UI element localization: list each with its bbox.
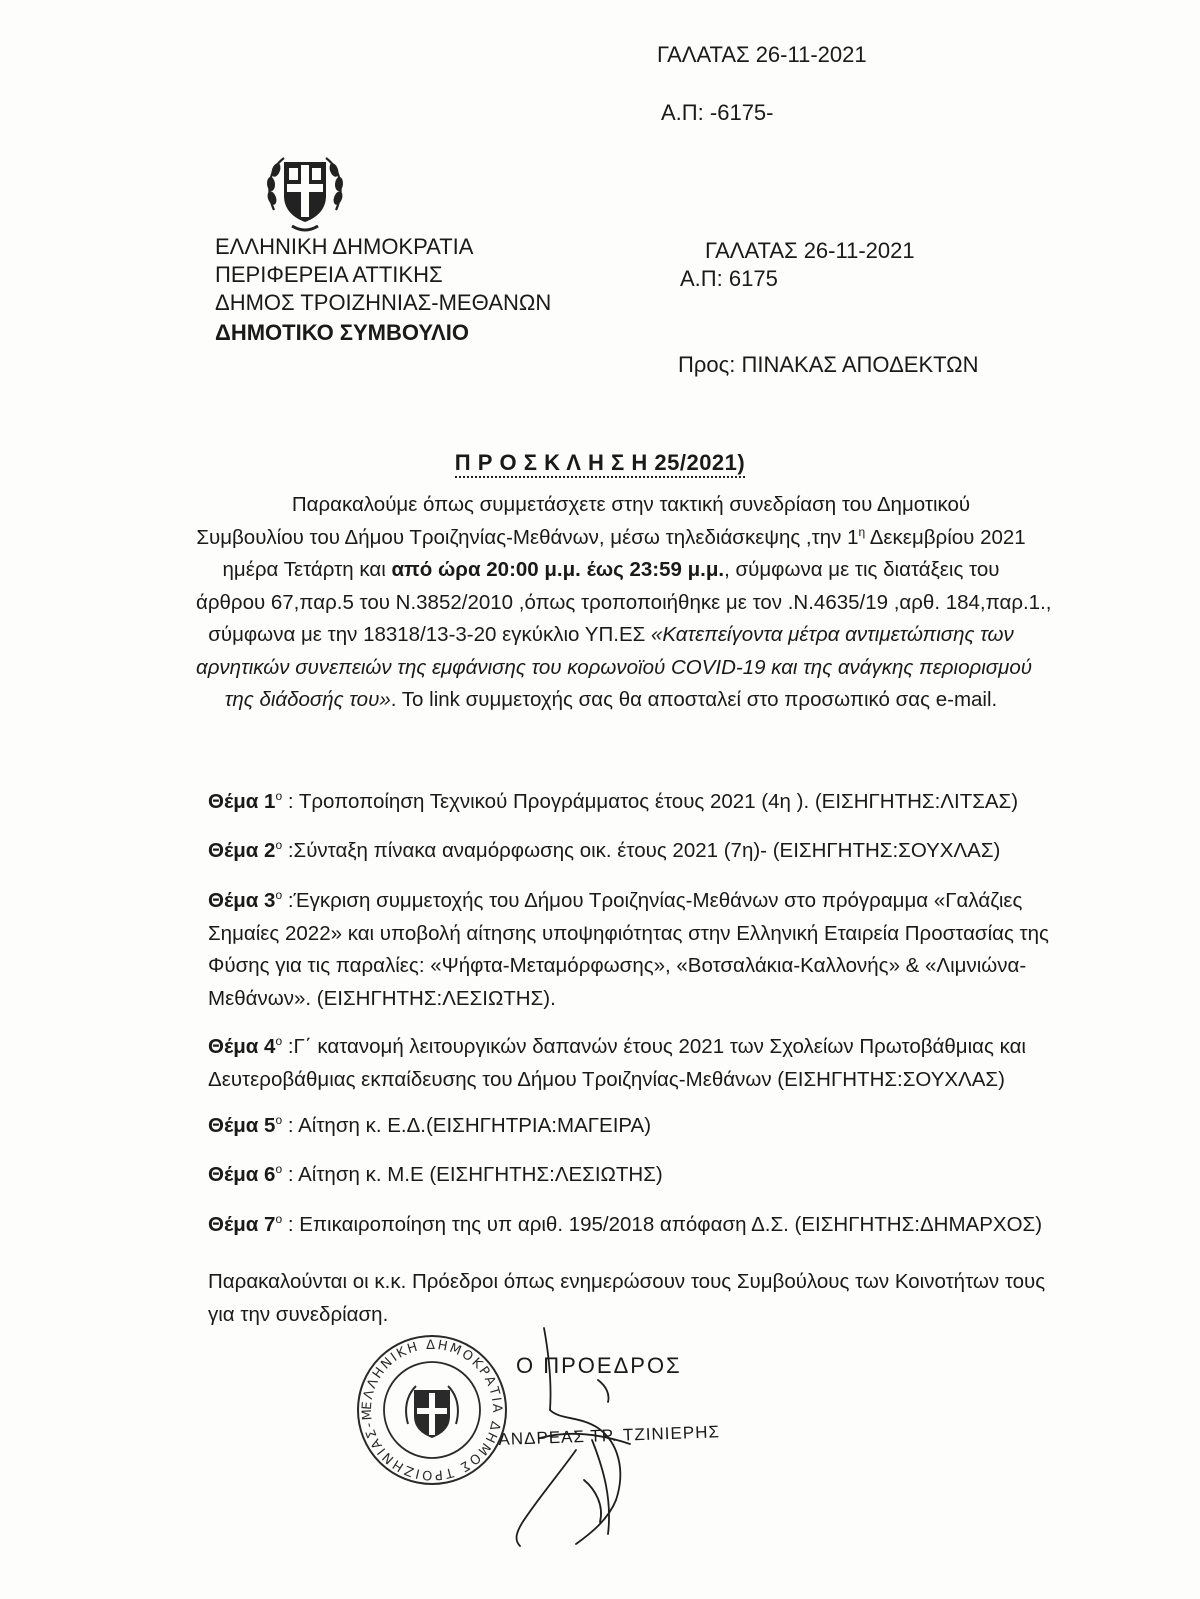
recipient-line: Προς: ΠΙΝΑΚΑΣ ΑΠΟΔΕΚΤΩΝ [678, 352, 979, 377]
signatory-name: ΑΝΔΡΕΑΣ ΤΡ. ΤΖΙΝΙΕΡΗΣ [498, 1422, 721, 1449]
body-line: Παρακαλούμε όπως συμμετάσχετε στην τακτική συνεδρίαση του Δημοτικού [291, 493, 971, 516]
closing-paragraph: Παρακαλούνται οι κ.κ. Πρόεδροι όπως ενημερώσουν τους Συμβούλους των Κοινοτήτων τους για την συνεδρίαση. [208, 1270, 1046, 1326]
invitation-paragraph [196, 489, 1052, 717]
document-title [0, 448, 1200, 477]
body-line: ημέρα Τετάρτη και από ώρα 20:00 μ.μ. έως 23:59 μ.μ., σύμφωνα με τις διατάξεις του [222, 558, 1000, 581]
meeting-time: από ώρα 20:00 μ.μ. έως 23:59 μ.μ. [391, 558, 725, 581]
title-text: Π Ρ Ο Σ Κ Λ Η Σ Η 25/2021) [455, 450, 745, 478]
coat-of-arms-icon [262, 148, 348, 234]
agenda-item-2: Θέμα $2^o$ :Σύνταξη πίνακα αναμόρφωσης οικ. έτους 2021 (7η)- (ΕΙΣΗΓΗΤΗΣ:ΣΟΥΧΛΑΣ) [208, 838, 1001, 862]
agenda-item-label: Θέμα 7 [208, 1213, 276, 1236]
agenda-item-label: Θέμα 4 [208, 1035, 276, 1058]
body-line: της διάδοσής του». Το link συμμετοχής σας θα αποσταλεί στο προσωπικό σας e-mail. [224, 688, 998, 711]
top-protocol-number: Α.Π: -6175- [661, 100, 774, 125]
agenda-item-label: Θέμα 3 [208, 889, 276, 912]
agenda-item-6: Θέμα $6^o$ : Αίτηση κ. Μ.Ε (ΕΙΣΗΓΗΤΗΣ:ΛΕΣΙΩΤΗΣ) [208, 1162, 663, 1186]
body-line: σύμφωνα με την 18318/13-3-20 εγκύκλιο ΥΠ.ΕΣ «Κατεπείγοντα μέτρα αντιμετώπισης των [208, 623, 1014, 646]
letterhead-municipality: ΔΗΜΟΣ ΤΡΟΙΖΗΝΙΑΣ-ΜΕΘΑΝΩΝ [215, 290, 552, 315]
top-date: ΓΑΛΑΤΑΣ 26-11-2021 [657, 42, 867, 67]
agenda-item-label: Θέμα 5 [208, 1114, 276, 1137]
agenda-item-4: Θέμα $4^o$ :Γ΄ κατανομή λειτουργικών δαπανών έτους 2021 των Σχολείων Πρωτοβάθμιας και Δευτεροβάθμιας εκπαίδευσης του Δήμου Τροιζηνίας-Μεθάνων (ΕΙΣΗΓΗΤΗΣ:ΣΟΥΧΛΑΣ) [208, 1034, 1026, 1091]
body-line: αρνητικών συνεπειών της εμφάνισης του κορωνοϊού COVID-19 και της ανάγκης περιορισμού [196, 655, 1033, 679]
signature-role: Ο ΠΡΟΕΔΡΟΣ [516, 1353, 682, 1378]
agenda-item-label: Θέμα 6 [208, 1163, 276, 1186]
agenda-item-7: Θέμα $7^o$ : Επικαιροποίηση της υπ αριθ. 195/2018 απόφαση Δ.Σ. (ΕΙΣΗΓΗΤΗΣ:ΔΗΜΑΡΧΟΣ) [208, 1212, 1043, 1236]
svg-text:ΕΛΛΗΝΙΚΗ ΔΗΜΟΚΡΑΤΙΑ ΔΗΜΟΣ ΤΡΟΙ: ΕΛΛΗΝΙΚΗ ΔΗΜΟΚΡΑΤΙΑ ΔΗΜΟΣ ΤΡΟΙΖΗΝΙΑΣ-Μ [359, 1337, 505, 1483]
agenda-item-3: Θέμα $3^o$ :Έγκριση συμμετοχής του Δήμου Τροιζηνίας-Μεθάνων στο πρόγραμμα «Γαλάζιες Σημαίες 2022» και υποβολή αίτησης υποψηφιότητας στην Ελληνική Εταιρεία Προστασίας της Φύσης για τις παραλίες: «Ψήφτα-Μεταμόρφωσης», «Βοτσαλάκια-Καλλονής» & «Λιμνιώνα- Μεθάνων». (ΕΙΣΗΓΗΤΗΣ:ΛΕΣΙΩΤΗΣ). [208, 888, 1049, 1010]
agenda-item-label: Θέμα 1 [208, 790, 276, 813]
right-date: ΓΑΛΑΤΑΣ 26-11-2021 [705, 238, 915, 263]
agenda-item-1: Θέμα $1^o$ : Τροποποίηση Τεχνικού Προγράμματος έτους 2021 (4η ). (ΕΙΣΗΓΗΤΗΣ:ΛΙΤΣΑΣ) [208, 789, 1019, 813]
agenda-item-label: Θέμα 2 [208, 839, 276, 862]
agenda-item-5: Θέμα $5^o$ : Αίτηση κ. Ε.Δ.(ΕΙΣΗΓΗΤΡΙΑ:ΜΑΓΕΙΡΑ) [208, 1113, 652, 1137]
letterhead-country: ΕΛΛΗΝΙΚΗ ΔΗΜΟΚΡΑΤΙΑ [215, 234, 474, 259]
handwritten-signature-icon [480, 1320, 680, 1560]
letterhead-region: ΠΕΡΙΦΕΡΕΙΑ ΑΤΤΙΚΗΣ [215, 262, 443, 287]
body-line: Συμβουλίου του Δήμου Τροιζηνίας-Μεθάνων, μέσω τηλεδιάσκεψης ,την $1^\eta$ Δεκεμβρίου 2021 [196, 524, 1026, 549]
right-protocol-number: Α.Π: 6175 [680, 266, 778, 291]
letterhead-council: ΔΗΜΟΤΙΚΟ ΣΥΜΒΟΥΛΙΟ [215, 320, 469, 345]
body-line: άρθρου 67,παρ.5 του Ν.3852/2010 ,όπως τροποποιήθηκε με τον .Ν.4635/19 ,αρθ. 184,παρ.1., [196, 590, 1052, 614]
